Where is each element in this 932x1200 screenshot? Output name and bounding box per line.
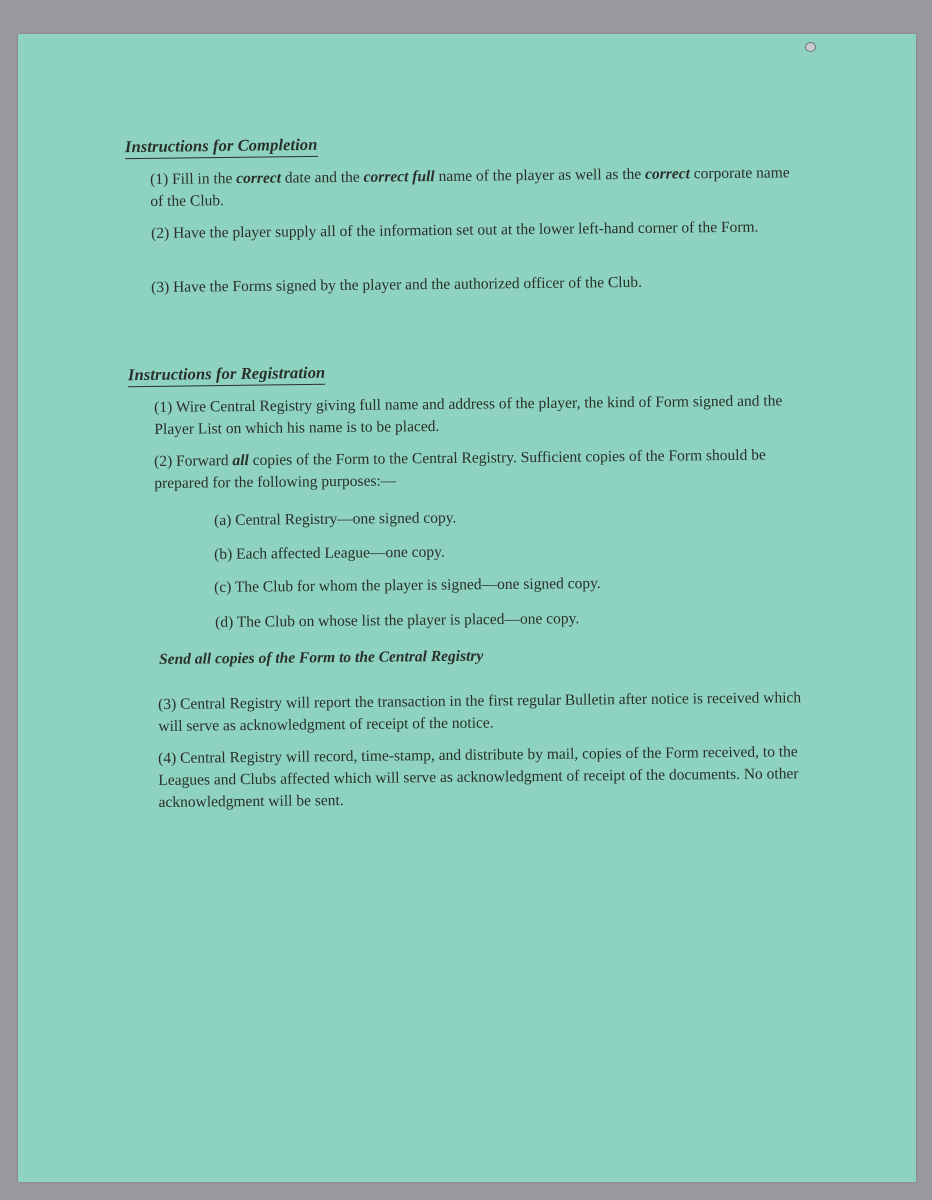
registration-item-4: (4) Central Registry will record, time-stamp, and distribute by mail, copies of the Form received, to the Leagues and Clubs affected which will serve as acknowledgment of receipt of the documents. No other acknowledgment will be sent. xyxy=(158,743,799,811)
document-content xyxy=(18,34,916,1182)
registration-item-1: (1) Wire Central Registry giving full name and address of the player, the kind of Form signed and the Player List on which his name is to be placed. xyxy=(154,392,783,438)
registration-subitem-a: (a) Central Registry—one signed copy. xyxy=(214,509,457,529)
registration-item-3: (3) Central Registry will report the transaction in the first regular Bulletin after notice is received which will serve as acknowledgment of receipt of the notice. xyxy=(158,689,802,735)
send-all-copies-note: Send all copies of the Form to the Central Registry xyxy=(159,647,484,668)
completion-item-3: (3) Have the Forms signed by the player and the authorized officer of the Club. xyxy=(151,273,643,296)
registration-item-2: (2) Forward all copies of the Form to the Central Registry. Sufficient copies of the Form should be prepared for the following purposes:— xyxy=(154,446,766,492)
registration-subitem-b: (b) Each affected League—one copy. xyxy=(214,543,445,563)
completion-item-1: (1) Fill in the correct date and the correct full name of the player as well as the correct corporate name of the Club. xyxy=(150,164,790,210)
document-sheet xyxy=(18,34,916,1182)
completion-heading: Instructions for Completion xyxy=(125,135,318,159)
registration-subitem-d: (d) The Club on whose list the player is placed—one copy. xyxy=(215,610,580,631)
completion-item-2: (2) Have the player supply all of the information set out at the lower left-hand corner of the Form. xyxy=(151,218,759,242)
registration-heading: Instructions for Registration xyxy=(128,363,326,387)
registration-subitem-c: (c) The Club for whom the player is signed—one signed copy. xyxy=(214,574,601,596)
